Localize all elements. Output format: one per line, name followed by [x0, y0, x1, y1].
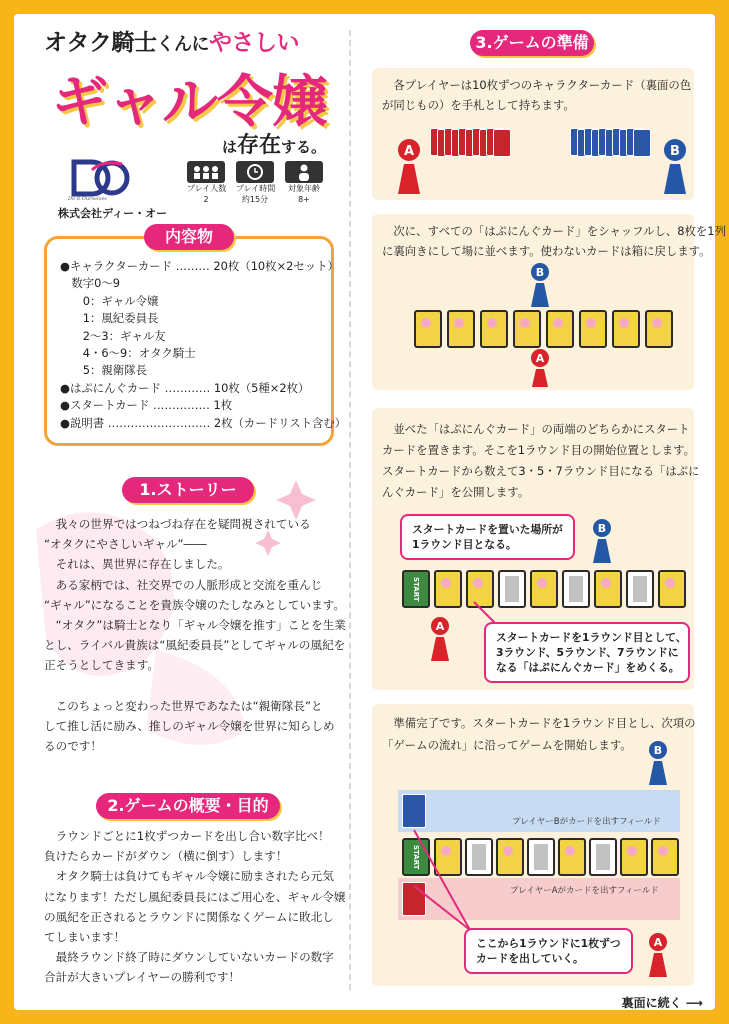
text-line: このちょっと変わった世界であなたは“親衛隊長”と — [44, 698, 323, 713]
text-line: 我々の世界ではつねづね存在を疑問視されている — [44, 517, 311, 531]
player-b-card — [402, 794, 426, 828]
happening-card — [480, 310, 508, 348]
happening-card — [589, 838, 617, 876]
players-icon — [187, 161, 225, 183]
text-line: して推し活に励み、推しのギャル令嬢を世界に知らしめ — [44, 719, 335, 733]
happening-card — [546, 310, 574, 348]
svg-text:B: B — [597, 522, 607, 535]
svg-text:B: B — [653, 744, 663, 757]
text-line: 準備完了です。スタートカードを1ラウンド目とし、次項の — [382, 716, 696, 730]
setup-heading: 3.ゲームの準備 — [470, 30, 594, 56]
svg-text:B: B — [670, 144, 680, 159]
text-line: 最終ラウンド終了時にダウンしていないカードの数字 — [44, 950, 334, 965]
happening-card — [527, 838, 555, 876]
callout-play-cards: ここから1ラウンドに1枚ずつ カードを出していく。 — [464, 928, 633, 974]
character-card-red — [493, 129, 511, 157]
svg-text:A: A — [653, 936, 663, 949]
happening-card — [414, 310, 442, 348]
text-line: になります！ただし風紀委員長にはご用心を、ギャル令嬢 — [44, 889, 346, 904]
text-line: 「ゲームの流れ」に沿ってゲームを開始します。 — [382, 738, 632, 752]
text-line: 0：ギャル令嬢 — [60, 293, 159, 308]
text-line: 負けたらカードがダウン（横に倒す）します！ — [44, 849, 288, 864]
happening-card — [658, 570, 686, 608]
text-line: それは、異世界に存在しました。 — [44, 557, 230, 572]
players-info: プレイ人数 2 — [187, 161, 225, 207]
text-line: の風紀を正されるとラウンドに関係なくゲームに敗北し — [44, 909, 334, 924]
text-line: んぐカード」を公開します。 — [382, 485, 530, 499]
player-b-pawn-icon — [660, 138, 690, 198]
text-line: ●キャラクターカード ……… 20枚（10枚×2セット） — [60, 259, 339, 273]
title-line-1: オタク騎士くんにやさしい — [44, 30, 299, 56]
text-line: とし、ライバル貴族は“風紀委員長”としてギャルの風紀を — [44, 638, 346, 653]
start-card: START — [402, 570, 430, 608]
text-line: オタク騎士は負けてもギャル令嬢に励まされたら元気 — [44, 869, 334, 884]
text-line: ●説明書 ……………………… 2枚（カードリスト含む） — [60, 415, 347, 430]
svg-text:A: A — [535, 352, 545, 365]
svg-text:B: B — [535, 266, 545, 279]
text-line: てしまいます！ — [44, 930, 126, 944]
title-main: ギャル令嬢 — [52, 70, 327, 135]
svg-text:A: A — [403, 144, 415, 159]
title-line-3: は存在する。 — [222, 133, 327, 158]
happening-card — [558, 838, 586, 876]
player-a-pawn-icon — [646, 932, 670, 978]
character-card-blue — [633, 129, 651, 157]
continue-on-back: 裏面に続く ⟶ — [621, 996, 703, 1010]
svg-text:Do it Ourselves: Do it Ourselves — [68, 196, 107, 202]
text-line: スタートカードから数えて3・5・7ラウンド目になる「はぷに — [382, 464, 700, 478]
happening-card — [530, 570, 558, 608]
happening-card — [579, 310, 607, 348]
happening-card — [562, 570, 590, 608]
text-line: 並べた「はぷにんぐカード」の両端のどちらかにスタート — [382, 422, 690, 436]
happening-card — [645, 310, 673, 348]
callout-pointer — [410, 826, 480, 936]
happening-card — [447, 310, 475, 348]
text-line: “オタクにやさしいギャル”―― — [44, 537, 207, 552]
text-line: が同じもの）を手札として持ちます。 — [382, 98, 575, 112]
company-name: 株式会社ディー・オー — [58, 207, 168, 220]
clock-icon — [236, 161, 274, 183]
text-line: ラウンドごとに1枚ずつカードを出し合い数字比べ！ — [44, 829, 330, 843]
text-line: 1：風紀委員長 — [60, 311, 159, 326]
overview-heading: 2.ゲームの概要・目的 — [96, 793, 280, 819]
person-icon — [285, 161, 323, 183]
text-line: に裏向きにして場に並べます。使わないカードは箱に戻します。 — [382, 244, 711, 258]
column-divider — [349, 30, 351, 990]
player-b-field-label: プレイヤーBがカードを出すフィールド — [512, 817, 661, 827]
player-a-field-label: プレイヤーAがカードを出すフィールド — [510, 886, 659, 896]
contents-heading: 内容物 — [144, 224, 234, 250]
text-line: ある家柄では、社交界での人脈形成と交流を重んじ — [44, 577, 323, 592]
happening-card — [496, 838, 524, 876]
happening-card — [651, 838, 679, 876]
callout-reveal-rounds: スタートカードを1ラウンド目として、 3ラウンド、5ラウンド、7ラウンドに なる「はぷにんぐカード」をめくる。 — [484, 622, 690, 683]
text-line: 正そうとしてきます。 — [44, 658, 160, 673]
text-line: “ギャル”になることを貴族令嬢のたしなみとしています。 — [44, 597, 345, 612]
text-line: 2～3：ギャル友 — [60, 328, 166, 343]
story-heading: 1.ストーリー — [122, 477, 254, 503]
start-card: START — [402, 838, 430, 876]
text-line: カードを置きます。そこを1ラウンド目の開始位置とします。 — [382, 443, 695, 457]
company-logo — [64, 156, 154, 202]
happening-card — [626, 570, 654, 608]
text-line: “オタク”は騎士となり「ギャル令嬢を推す」ことを生業 — [44, 618, 346, 632]
age-info: 対象年齢 8+ — [285, 161, 323, 207]
happening-card — [434, 570, 462, 608]
player-b-pawn-icon — [646, 740, 670, 786]
text-line: ●はぷにんぐカード ………… 10枚（5種×2枚） — [60, 380, 310, 395]
player-a-pawn-icon — [528, 348, 552, 388]
svg-text:A: A — [435, 620, 445, 633]
text-line: るのです！ — [44, 739, 102, 754]
text-line: 次に、すべての「はぷにんぐカード」をシャッフルし、8枚を1列 — [382, 224, 726, 238]
arrow-right-icon: ⟶ — [685, 996, 703, 1010]
happening-card — [594, 570, 622, 608]
text-line: 合計が大きいプレイヤーの勝利です！ — [44, 970, 241, 985]
text-line: 5：親衛隊長 — [60, 363, 147, 378]
player-b-pawn-icon — [590, 518, 614, 564]
text-line: 各プレイヤーは10枚ずつのキャラクターカード（裏面の色 — [382, 78, 692, 92]
player-b-pawn-icon — [528, 262, 552, 308]
text-line: 4・6～9：オタク騎士 — [60, 346, 196, 360]
callout-start-position: スタートカードを置いた場所が 1ラウンド目となる。 — [400, 514, 575, 560]
happening-card — [612, 310, 640, 348]
happening-card — [620, 838, 648, 876]
text-line: ●スタートカード …………… 1枚 — [60, 398, 233, 413]
player-a-pawn-icon — [394, 138, 424, 198]
playtime-info: プレイ時間 約15分 — [236, 161, 274, 207]
player-a-pawn-icon — [428, 616, 452, 662]
text-line: 数字0～9 — [60, 276, 121, 291]
happening-card — [513, 310, 541, 348]
